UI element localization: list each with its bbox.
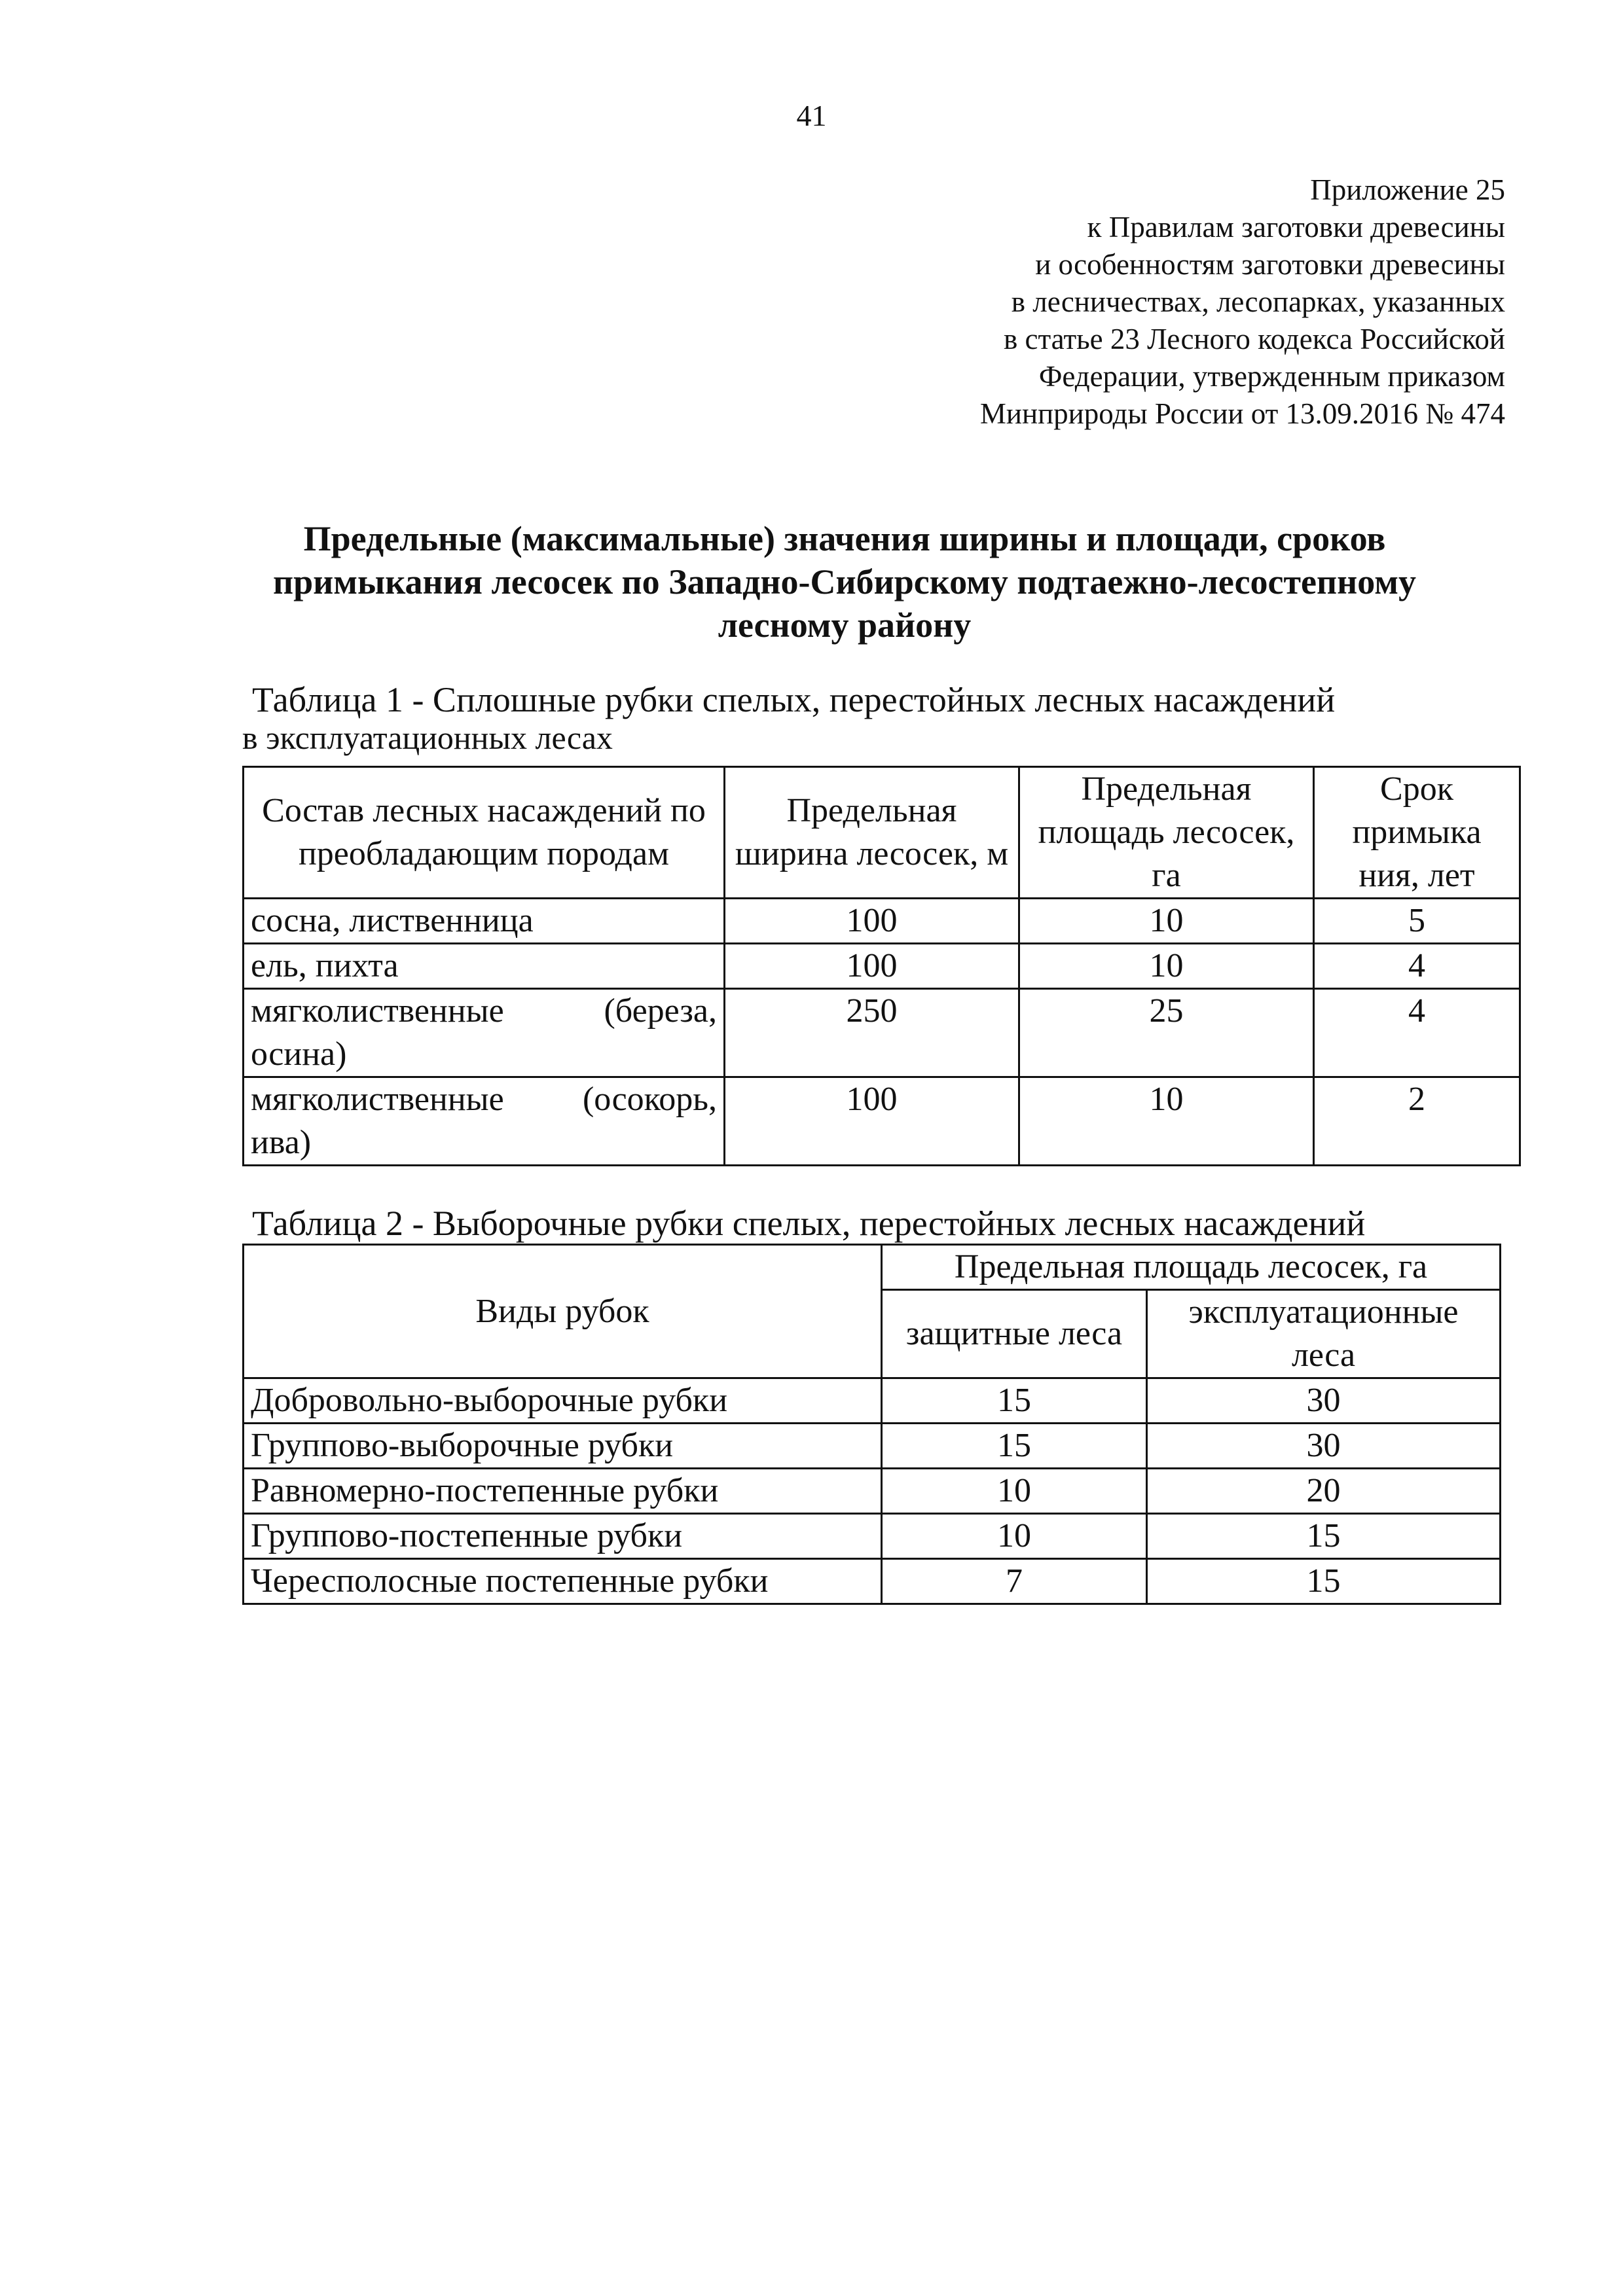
protective-cell: 10: [882, 1514, 1147, 1559]
protective-cell: 15: [882, 1424, 1147, 1469]
exploitation-cell: 20: [1147, 1469, 1501, 1514]
title-line: лесному району: [718, 605, 972, 645]
kind-cell: Группово-постепенные рубки: [244, 1514, 882, 1559]
area-cell: 10: [1019, 1077, 1314, 1166]
exploitation-cell: 30: [1147, 1424, 1501, 1469]
term-cell: 2: [1314, 1077, 1520, 1166]
kind-cell: Равномерно-постепенные рубки: [244, 1469, 882, 1514]
protective-cell: 10: [882, 1469, 1147, 1514]
table-row: [244, 1077, 1520, 1166]
table2-header-group: Предельная площадь лесосек, га: [882, 1245, 1501, 1290]
table2-header-exploitation: эксплуатационные леса: [1147, 1290, 1501, 1378]
table1-header-species: Состав лесных насаждений по преобладающим породам: [244, 767, 725, 899]
area-cell: 10: [1019, 944, 1314, 989]
page-number: 41: [796, 99, 827, 132]
title-line: Предельные (максимальные) значения ширины и площади, сроков: [303, 519, 1386, 558]
width-cell: 250: [725, 989, 1019, 1077]
width-cell: 100: [725, 899, 1019, 944]
exploitation-cell: 15: [1147, 1559, 1501, 1604]
species-name: мягколиственные: [251, 1081, 504, 1118]
exploitation-cell: 15: [1147, 1514, 1501, 1559]
kind-cell: Группово-выборочные рубки: [244, 1424, 882, 1469]
table-row: [244, 989, 1520, 1077]
kind-cell: Чересполосные постепенные рубки: [244, 1559, 882, 1604]
table1-header-row: [244, 767, 1520, 899]
species-cell: сосна, лиственница: [244, 899, 725, 944]
table2-header-protective: защитные леса: [882, 1290, 1147, 1378]
document-title: [196, 517, 1493, 647]
species-cell: [244, 1077, 725, 1166]
table2: [242, 1244, 1501, 1605]
table2-caption: Таблица 2 - Выборочные рубки спелых, перестойных лесных насаждений: [252, 1204, 1366, 1243]
appendix-line: к Правилам заготовки древесины: [1087, 211, 1505, 243]
table-row: [244, 1378, 1501, 1424]
table-row: [244, 899, 1520, 944]
appendix-line: в лесничествах, лесопарках, указанных: [1011, 285, 1505, 318]
table2-header-row: [244, 1245, 1501, 1290]
appendix-line: Федерации, утвержденным приказом: [1038, 360, 1505, 393]
term-cell: 4: [1314, 989, 1520, 1077]
table1-caption: Таблица 1 - Сплошные рубки спелых, перестойных лесных насаждений: [252, 680, 1336, 719]
area-cell: 25: [1019, 989, 1314, 1077]
table-row: [244, 944, 1520, 989]
table-row: [244, 1559, 1501, 1604]
width-cell: 100: [725, 944, 1019, 989]
appendix-line: Минприроды России от 13.09.2016 № 474: [979, 397, 1505, 430]
appendix-reference: [654, 171, 1505, 433]
appendix-line: в статье 23 Лесного кодекса Российской: [1003, 323, 1505, 355]
area-cell: 10: [1019, 899, 1314, 944]
species-detail-continued: ива): [251, 1124, 312, 1161]
table-row: [244, 1424, 1501, 1469]
species-detail: (осокорь,: [582, 1081, 717, 1118]
species-name: мягколиственные: [251, 992, 504, 1030]
appendix-line: и особенностям заготовки древесины: [1035, 248, 1505, 281]
table1-header-width: Предельная ширина лесосек, м: [725, 767, 1019, 899]
protective-cell: 7: [882, 1559, 1147, 1604]
species-detail: (береза,: [604, 992, 717, 1030]
appendix-line: Приложение 25: [1310, 173, 1505, 206]
table1-header-term: Срок примыка ния, лет: [1314, 767, 1520, 899]
term-cell: 5: [1314, 899, 1520, 944]
table-row: [244, 1514, 1501, 1559]
protective-cell: 15: [882, 1378, 1147, 1424]
table2-header-kind: Виды рубок: [244, 1245, 882, 1378]
kind-cell: Добровольно-выборочные рубки: [244, 1378, 882, 1424]
species-cell: [244, 989, 725, 1077]
species-detail-continued: осина): [251, 1035, 347, 1073]
species-cell: ель, пихта: [244, 944, 725, 989]
title-line: примыкания лесосек по Западно-Сибирскому подтаежно-лесостепному: [273, 562, 1416, 601]
table-row: [244, 1469, 1501, 1514]
term-cell: 4: [1314, 944, 1520, 989]
table1: [242, 766, 1521, 1166]
width-cell: 100: [725, 1077, 1019, 1166]
exploitation-cell: 30: [1147, 1378, 1501, 1424]
table1-header-area: Предельная площадь лесосек, га: [1019, 767, 1314, 899]
table1-caption-continued: в эксплуатационных лесах: [242, 719, 613, 756]
